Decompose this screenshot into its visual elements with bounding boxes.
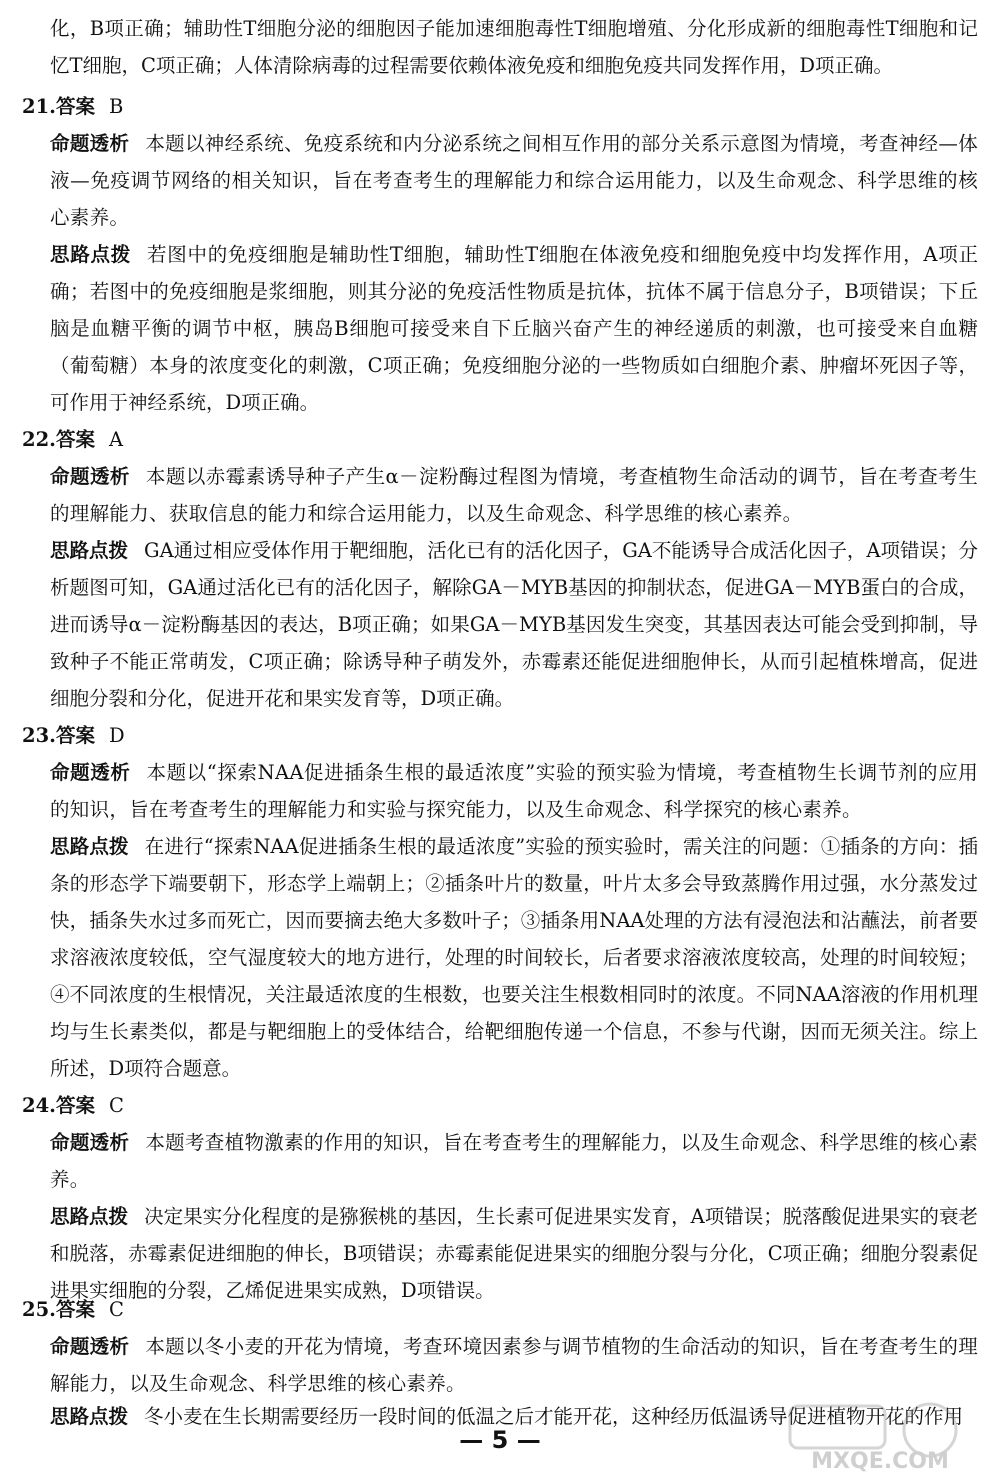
watermark-logo: [780, 1400, 985, 1472]
question-number: 23.: [22, 724, 56, 747]
question-number: 24.: [22, 1094, 56, 1117]
question-25-analysis: [50, 1328, 978, 1402]
answer-value: B: [108, 95, 124, 118]
question-22-hint: [50, 532, 978, 717]
hint-text: GA通过相应受体作用于靶细胞，活化已有的活化因子，GA不能诱导合成活化因子，A项错误；分析题图可知，GA通过活化已有的活化因子，解除GA－MYB基因的抑制状态，促进GA－MYB蛋白的合成，进而诱导α－淀粉酶基因的表达，B项正确；如果GA－MYB基因发生突变，其基因表达可能会受到抑制，导致种子不能正常萌发，C项正确；除诱导种子萌发外，赤霉素还能促进细胞伸长，从而引起植株增高，促进细胞分裂和分化，促进开花和果实发育等，D项正确。: [50, 539, 978, 710]
hint-label: 思路点拨: [50, 835, 129, 858]
analysis-text: 本题以赤霉素诱导种子产生α－淀粉酶过程图为情境，考查植物生命活动的调节，旨在考查考生的理解能力、获取信息的能力和综合运用能力，以及生命观念、科学思维的核心素养。: [50, 465, 978, 525]
analysis-text: 本题以冬小麦的开花为情境，考查环境因素参与调节植物的生命活动的知识，旨在考查考生的理解能力，以及生命观念、科学思维的核心素养。: [50, 1335, 978, 1395]
question-24-header: [22, 1087, 124, 1124]
watermark-frame: [790, 1406, 885, 1448]
analysis-label: 命题透析: [50, 761, 131, 784]
question-21-analysis: [50, 125, 978, 236]
answer-label: 答案: [55, 724, 95, 747]
question-25-header: [22, 1291, 124, 1328]
answer-value: D: [108, 724, 125, 747]
answer-label: 答案: [55, 1094, 95, 1117]
hint-label: 思路点拨: [50, 1405, 129, 1428]
question-number: 25.: [22, 1298, 56, 1321]
answer-value: C: [108, 1094, 124, 1117]
intro-continuation: 化，B项正确；辅助性T细胞分泌的细胞因子能加速细胞毒性T细胞增殖、分化形成新的细胞毒性T细胞和记忆T细胞，C项正确；人体清除病毒的过程需要依赖体液免疫和细胞免疫共同发挥作用，D项正确。: [50, 17, 978, 77]
question-22-analysis: [50, 458, 978, 532]
answer-label: 答案: [55, 1298, 95, 1321]
hint-label: 思路点拨: [50, 1205, 129, 1228]
hint-label: 思路点拨: [50, 539, 129, 562]
question-21-header: [22, 88, 123, 125]
watermark-site: MXQE.COM: [811, 1449, 949, 1472]
answer-value: A: [108, 428, 124, 451]
question-24-analysis: [50, 1124, 978, 1198]
page-number: — 5 —: [459, 1426, 541, 1454]
analysis-label: 命题透析: [50, 1131, 130, 1154]
answer-label: 答案: [55, 95, 95, 118]
analysis-label: 命题透析: [50, 465, 130, 488]
answer-label: 答案: [55, 428, 95, 451]
analysis-text: 本题以神经系统、免疫系统和内分泌系统之间相互作用的部分关系示意图为情境，考查神经—体液—免疫调节网络的相关知识，旨在考查考生的理解能力和综合运用能力，以及生命观念、科学思维的核心素养。: [50, 132, 978, 229]
question-22-header: [22, 421, 123, 458]
question-23-hint: [50, 828, 978, 1087]
question-24-hint: [50, 1198, 978, 1309]
analysis-text: 本题以“探索NAA促进插条生根的最适浓度”实验的预实验为情境，考查植物生长调节剂的应用的知识，旨在考查考生的理解能力和实验与探究能力，以及生命观念、科学探究的核心素养。: [50, 761, 978, 821]
analysis-label: 命题透析: [50, 1335, 130, 1358]
hint-text: 冬小麦在生长期需要经历一段时间的低温之后才能开花，这种经历低温诱导促进植物开花的作用: [144, 1405, 964, 1428]
analysis-label: 命题透析: [50, 132, 130, 155]
question-21-hint: [50, 236, 978, 421]
hint-text: 在进行“探索NAA促进插条生根的最适浓度”实验的预实验时，需关注的问题：①插条的方向：插条的形态学下端要朝下，形态学上端朝上；②插条叶片的数量，叶片太多会导致蒸腾作用过强，水分蒸发过快，插条失水过多而死亡，因而要摘去绝大多数叶子；③插条用NAA处理的方法有浸泡法和沾蘸法，前者要求溶液浓度较低，空气湿度较大的地方进行，处理的时间较长，后者要求溶液浓度较高，处理的时间较短；④不同浓度的生根情况，关注最适浓度的生根数，也要关注生根数相同时的浓度。不同NAA溶液的作用机理均与生长素类似，都是与靶细胞上的受体结合，给靶细胞传递一个信息，不参与代谢，因而无须关注。综上所述，D项符合题意。: [50, 835, 978, 1080]
question-23-header: [22, 717, 125, 754]
hint-label: 思路点拨: [50, 243, 131, 266]
analysis-text: 本题考查植物激素的作用的知识，旨在考查考生的理解能力，以及生命观念、科学思维的核心素养。: [50, 1131, 978, 1191]
question-23-analysis: [50, 754, 978, 828]
answer-value: C: [108, 1298, 124, 1321]
hint-text: 决定果实分化程度的是猕猴桃的基因，生长素可促进果实发育，A项错误；脱落酸促进果实的衰老和脱落，赤霉素促进细胞的伸长，B项错误；赤霉素能促进果实的细胞分裂与分化，C项正确；细胞分裂素促进果实细胞的分裂，乙烯促进果实成熟，D项错误。: [50, 1205, 978, 1302]
hint-text: 若图中的免疫细胞是辅助性T细胞，辅助性T细胞在体液免疫和细胞免疫中均发挥作用，A项正确；若图中的免疫细胞是浆细胞，则其分泌的免疫活性物质是抗体，抗体不属于信息分子，B项错误；下丘脑是血糖平衡的调节中枢，胰岛B细胞可接受来自下丘脑兴奋产生的神经递质的刺激，也可接受来自血糖（葡萄糖）本身的浓度变化的刺激，C项正确；免疫细胞分泌的一些物质如白细胞介素、肿瘤坏死因子等，可作用于神经系统，D项正确。: [50, 243, 978, 414]
question-number: 22.: [22, 428, 56, 451]
question-number: 21.: [22, 95, 56, 118]
